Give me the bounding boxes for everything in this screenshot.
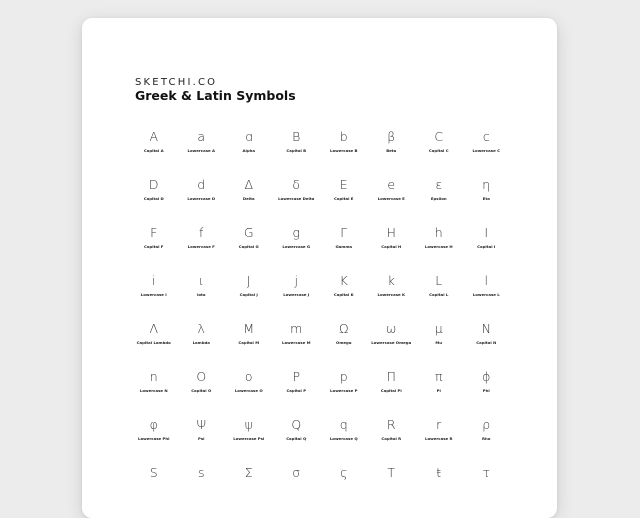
symbol-cell	[130, 226, 178, 274]
symbol-label: Capital L	[429, 292, 449, 297]
symbol-cell	[178, 178, 226, 226]
symbol-glyph: p	[339, 369, 348, 384]
symbol-glyph: Λ	[149, 321, 159, 336]
symbol-label: Capital Pi	[380, 388, 402, 393]
symbol-label: Capital I	[477, 244, 496, 249]
symbol-label: Capital M	[238, 340, 260, 345]
symbol-glyph: ρ	[482, 417, 491, 432]
symbol-glyph: Ω	[338, 321, 349, 336]
symbol-cell	[320, 322, 368, 370]
symbol-cell	[178, 466, 226, 514]
symbol-label: Capital O	[191, 388, 212, 393]
symbol-cell	[130, 466, 178, 514]
symbol-glyph: s	[197, 465, 205, 480]
symbol-glyph: o	[244, 369, 253, 384]
symbol-label: Omega	[336, 340, 352, 345]
symbol-glyph: τ	[482, 465, 491, 480]
symbol-glyph: σ	[292, 465, 301, 480]
symbol-glyph: c	[482, 129, 490, 144]
symbol-glyph: μ	[434, 321, 443, 336]
symbol-label: Rho	[482, 436, 491, 441]
symbol-cell	[368, 466, 416, 514]
symbol-cell	[368, 370, 416, 418]
symbol-cell	[368, 226, 416, 274]
symbol-cell	[368, 274, 416, 322]
symbol-label: Capital A	[143, 148, 164, 153]
symbol-cell	[368, 322, 416, 370]
symbol-label: Lowercase M	[282, 340, 311, 345]
symbol-cell	[320, 466, 368, 514]
symbol-cell	[225, 274, 273, 322]
symbol-label: Lowercase J	[283, 292, 310, 297]
symbol-label: Capital P	[286, 388, 307, 393]
symbol-label: Psi	[198, 436, 205, 441]
symbol-glyph: Δ	[244, 177, 254, 192]
symbol-cell	[368, 418, 416, 466]
symbol-cell	[178, 130, 226, 178]
symbol-label: Epsilon	[430, 196, 447, 201]
symbol-cell	[463, 370, 511, 418]
symbol-label: Capital R	[381, 436, 402, 441]
symbol-cell	[273, 370, 321, 418]
symbol-label: Capital N	[476, 340, 497, 345]
symbol-label: Gamma	[335, 244, 353, 249]
symbol-glyph: ɸ	[482, 369, 491, 384]
symbol-label: Capital Q	[286, 436, 307, 441]
symbol-cell	[368, 178, 416, 226]
symbol-label: Lowercase N	[139, 388, 168, 393]
symbol-glyph: e	[387, 177, 396, 192]
symbol-cell	[320, 418, 368, 466]
symbol-cell	[320, 178, 368, 226]
symbol-glyph: r	[436, 417, 442, 432]
symbol-cell	[178, 226, 226, 274]
symbol-cell	[273, 322, 321, 370]
symbol-label: Lowercase Delta	[278, 196, 315, 201]
symbol-label: Capital E	[334, 196, 354, 201]
symbol-glyph: q	[339, 417, 348, 432]
symbol-cell	[225, 130, 273, 178]
symbol-cell	[178, 370, 226, 418]
symbol-label: Lowercase I	[140, 292, 167, 297]
symbol-label: Beta	[386, 148, 397, 153]
symbol-label: Lowercase P	[330, 388, 358, 393]
symbol-cell	[130, 370, 178, 418]
symbol-glyph: ι	[198, 273, 204, 288]
symbol-cell	[415, 418, 463, 466]
symbol-glyph: Ψ	[196, 417, 207, 432]
symbol-label: Lowercase R	[424, 436, 453, 441]
symbol-cell	[463, 178, 511, 226]
symbol-grid	[130, 130, 510, 514]
symbol-glyph: g	[292, 225, 300, 240]
symbol-cell	[320, 226, 368, 274]
symbol-glyph: ε	[435, 177, 443, 192]
symbol-label: Iota	[196, 292, 206, 297]
symbol-cell	[225, 418, 273, 466]
symbol-label: Capital F	[144, 244, 164, 249]
symbol-glyph: b	[339, 129, 348, 144]
symbol-cell	[463, 322, 511, 370]
symbol-label: Capital C	[428, 148, 449, 153]
symbol-cell	[225, 322, 273, 370]
symbol-glyph: ŧ	[436, 465, 442, 480]
symbol-cell	[463, 274, 511, 322]
symbol-cell	[273, 418, 321, 466]
symbol-cell	[178, 418, 226, 466]
symbol-cell	[415, 466, 463, 514]
symbol-cell	[415, 274, 463, 322]
symbol-glyph: Σ	[244, 465, 253, 480]
symbol-glyph: k	[387, 273, 395, 288]
symbol-label: Lowercase F	[187, 244, 215, 249]
symbol-glyph: a	[197, 129, 206, 144]
symbol-glyph: M	[243, 321, 255, 336]
symbol-label: Lowercase Omega	[371, 340, 412, 345]
symbol-glyph: λ	[197, 321, 205, 336]
symbol-label: Eta	[482, 196, 490, 201]
symbol-glyph: R	[386, 417, 396, 432]
symbol-cell	[463, 130, 511, 178]
symbol-cell	[130, 274, 178, 322]
symbol-glyph: f	[199, 225, 204, 240]
symbol-glyph: Γ	[340, 225, 348, 240]
symbol-glyph: S	[149, 465, 158, 480]
document-page	[82, 18, 557, 518]
symbol-label: Capital D	[143, 196, 164, 201]
symbol-glyph: ψ	[244, 417, 253, 432]
page-title: Greek & Latin Symbols	[135, 88, 296, 103]
symbol-glyph: I	[484, 225, 489, 240]
symbol-cell	[415, 130, 463, 178]
symbol-glyph: B	[292, 129, 301, 144]
symbol-glyph: h	[434, 225, 443, 240]
symbol-label: Pi	[436, 388, 441, 393]
symbol-cell	[130, 418, 178, 466]
symbol-glyph: n	[149, 369, 158, 384]
symbol-label: Lowercase B	[329, 148, 358, 153]
symbol-glyph: K	[339, 273, 348, 288]
symbol-label: Capital B	[286, 148, 307, 153]
symbol-label: Lowercase K	[377, 292, 406, 297]
symbol-cell	[130, 322, 178, 370]
symbol-label: Alpha	[242, 148, 256, 153]
symbol-label: Lowercase Phi	[138, 436, 170, 441]
symbol-label: Capital Lambda	[136, 340, 171, 345]
symbol-glyph: η	[482, 177, 491, 192]
symbol-cell	[273, 178, 321, 226]
symbol-cell	[273, 466, 321, 514]
symbol-glyph: T	[387, 465, 396, 480]
symbol-cell	[415, 178, 463, 226]
symbol-cell	[130, 130, 178, 178]
symbol-glyph: H	[386, 225, 396, 240]
symbol-label: Lowercase G	[282, 244, 311, 249]
symbol-cell	[130, 178, 178, 226]
symbol-cell	[320, 130, 368, 178]
symbol-glyph: φ	[149, 417, 158, 432]
symbol-glyph: N	[481, 321, 491, 336]
symbol-cell	[273, 130, 321, 178]
symbol-cell	[320, 274, 368, 322]
brand-name: SKETCHI.CO	[135, 77, 218, 88]
symbol-cell	[273, 274, 321, 322]
symbol-cell	[415, 226, 463, 274]
symbol-cell	[273, 226, 321, 274]
symbol-glyph: P	[292, 369, 301, 384]
symbol-glyph: J	[246, 273, 251, 288]
symbol-label: Lowercase A	[187, 148, 216, 153]
symbol-glyph: ɑ	[244, 129, 253, 144]
symbol-glyph: G	[243, 225, 254, 240]
symbol-cell	[178, 274, 226, 322]
symbol-glyph: l	[484, 273, 488, 288]
symbol-label: Phi	[482, 388, 490, 393]
symbol-glyph: d	[197, 177, 206, 192]
symbol-glyph: D	[148, 177, 159, 192]
symbol-label: Delta	[242, 196, 255, 201]
symbol-cell	[178, 322, 226, 370]
symbol-glyph: i	[152, 273, 156, 288]
symbol-glyph: O	[196, 369, 207, 384]
symbol-cell	[415, 322, 463, 370]
symbol-label: Lowercase O	[234, 388, 263, 393]
symbol-cell	[463, 418, 511, 466]
symbol-label: Mu	[435, 340, 443, 345]
symbol-label: Lowercase Q	[329, 436, 358, 441]
symbol-glyph: E	[339, 177, 348, 192]
symbol-glyph: L	[435, 273, 443, 288]
symbol-label: Lowercase E	[377, 196, 405, 201]
symbol-label: Capital H	[381, 244, 402, 249]
symbol-label: Capital J	[239, 292, 258, 297]
symbol-label: Lowercase Psi	[233, 436, 265, 441]
symbol-label: Lowercase L	[472, 292, 500, 297]
symbol-glyph: A	[149, 129, 159, 144]
symbol-glyph: Π	[386, 369, 396, 384]
symbol-glyph: ς	[340, 465, 348, 480]
symbol-glyph: C	[434, 129, 444, 144]
symbol-cell	[320, 370, 368, 418]
symbol-glyph: β	[387, 129, 396, 144]
symbol-glyph: F	[150, 225, 158, 240]
symbol-glyph: j	[294, 273, 298, 288]
symbol-label: Lowercase D	[187, 196, 216, 201]
symbol-cell	[225, 226, 273, 274]
symbol-cell	[225, 466, 273, 514]
symbol-cell	[415, 370, 463, 418]
symbol-glyph: δ	[292, 177, 301, 192]
symbol-cell	[463, 466, 511, 514]
symbol-label: Lowercase C	[472, 148, 500, 153]
symbol-label: Lowercase H	[424, 244, 453, 249]
symbol-cell	[225, 370, 273, 418]
symbol-glyph: π	[434, 369, 443, 384]
symbol-glyph: m	[290, 321, 303, 336]
symbol-cell	[368, 130, 416, 178]
symbol-label: Capital G	[238, 244, 259, 249]
symbol-label: Lambda	[192, 340, 210, 345]
symbol-label: Capital K	[333, 292, 354, 297]
symbol-cell	[225, 178, 273, 226]
symbol-glyph: Q	[291, 417, 302, 432]
symbol-cell	[463, 226, 511, 274]
symbol-glyph: ω	[386, 321, 397, 336]
